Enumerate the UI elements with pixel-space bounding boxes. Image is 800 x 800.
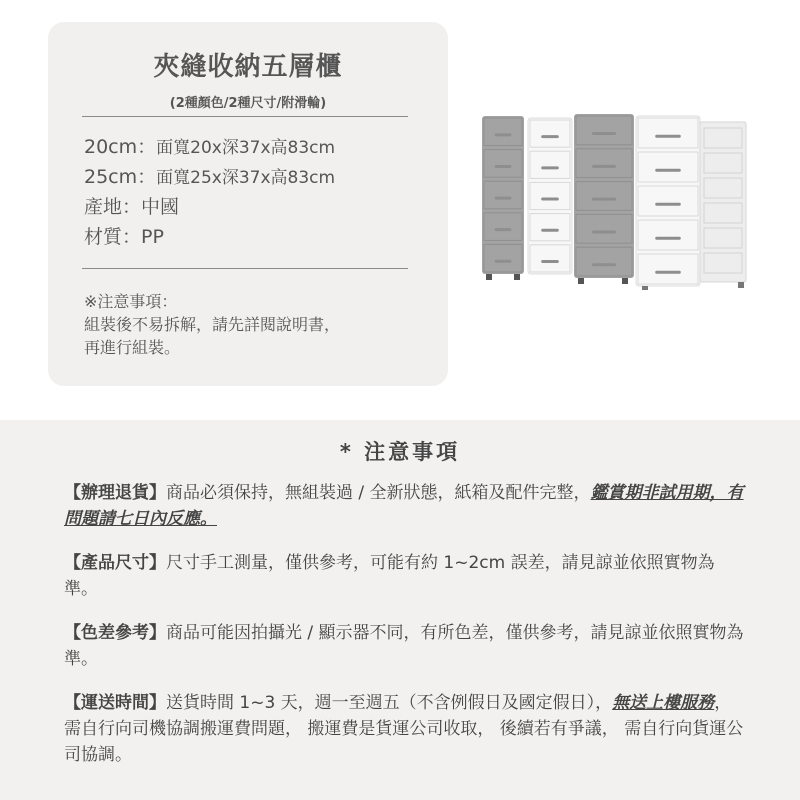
drawer-handle — [592, 132, 616, 135]
notice-tag: 【辦理退貨】 — [64, 483, 166, 503]
notice-returns — [64, 480, 744, 532]
note-line: 再進行組裝。 — [84, 338, 181, 357]
spec-label: 材質： — [84, 226, 142, 248]
note-line: 組裝後不易拆解，請先詳閱說明書， — [84, 315, 341, 334]
drawer-handle — [495, 260, 512, 263]
spec-label: 產地： — [84, 196, 142, 218]
drawer-handle — [541, 135, 559, 138]
drawer-handle — [592, 198, 616, 201]
spec-label: 20cm： — [84, 136, 157, 158]
product-title: 夾縫收納五層櫃 — [153, 52, 343, 82]
spec-value: 中國 — [141, 196, 180, 218]
notice-emphasis: 鑑賞期非試用期，有問題請七日內反應。 — [64, 483, 744, 529]
notice-size — [64, 550, 744, 602]
wheel — [578, 278, 584, 284]
wheel — [486, 274, 492, 280]
notice-text: 送貨時間 1~3 天，週一至週五（不含例假日及國定假日）， — [166, 693, 613, 713]
gray-cabinet-narrow — [482, 116, 524, 274]
notice-text: 商品必須保持，無組裝過 / 全新狀態，紙箱及配件完整， — [166, 483, 591, 503]
drawer-handle — [655, 169, 681, 172]
drawer-handle — [592, 230, 616, 233]
drawer-handle — [592, 263, 616, 266]
spec-value: 面寬20x深37x高83cm — [156, 138, 336, 158]
spec-row-origin — [84, 192, 179, 222]
drawer-handle — [495, 228, 512, 231]
drawer-handle — [655, 203, 681, 206]
drawer-handle — [655, 135, 681, 138]
notice-shipping — [64, 690, 744, 768]
wheel — [622, 278, 628, 284]
wheel — [738, 282, 744, 288]
notice-tag: 【產品尺寸】 — [64, 553, 166, 573]
spec-row-25cm — [84, 162, 335, 193]
drawer-handle — [495, 133, 512, 136]
drawer-handle — [495, 165, 512, 168]
divider — [82, 268, 408, 269]
product-photo — [478, 112, 760, 290]
assembly-note — [84, 290, 340, 359]
drawer-handle — [495, 197, 512, 200]
drawer-handle — [592, 165, 616, 168]
notice-tail: ，需自行向司機協調搬運費問題， 搬運費是貨運公司收取， 後續若有爭議， 需自行向貨運公司協調。 — [64, 693, 744, 765]
notice-section — [0, 420, 800, 800]
notice-text: 尺寸手工測量，僅供參考，可能有約 1~2cm 誤差，請見諒並依照實物為準。 — [64, 553, 715, 599]
divider — [82, 116, 408, 117]
notice-tag: 【運送時間】 — [64, 693, 166, 713]
white-cabinet-wide — [636, 116, 700, 286]
spec-row-20cm — [84, 132, 335, 163]
drawer-handle — [541, 166, 559, 169]
notice-tag: 【色差參考】 — [64, 623, 166, 643]
spec-value: 面寬25x深37x高83cm — [156, 168, 336, 188]
notice-color — [64, 620, 744, 672]
spec-card — [48, 22, 448, 386]
note-title: ※注意事項： — [84, 292, 178, 311]
spec-row-material — [84, 222, 164, 252]
notice-text: 商品可能因拍攝光 / 顯示器不同，有所色差，僅供參考，請見諒並依照實物為準。 — [64, 623, 744, 669]
gray-cabinet-wide — [574, 114, 634, 278]
drawer-handle — [655, 271, 681, 274]
wheel — [514, 274, 520, 280]
spec-label: 25cm： — [84, 166, 157, 188]
drawer-handle — [655, 237, 681, 240]
white-cabinet-narrow — [528, 118, 572, 274]
notice-emphasis: 無送上樓服務 — [612, 693, 715, 713]
product-subtitle: (2種顏色/2種尺寸/附滑輪) — [169, 96, 327, 111]
spec-value: PP — [141, 226, 164, 248]
notice-title: * 注意事項 — [339, 440, 461, 464]
drawer-handle — [541, 260, 559, 263]
wheel — [642, 286, 648, 290]
white-cabinet-side — [700, 122, 746, 282]
drawer-handle — [541, 229, 559, 232]
drawer-handle — [541, 198, 559, 201]
